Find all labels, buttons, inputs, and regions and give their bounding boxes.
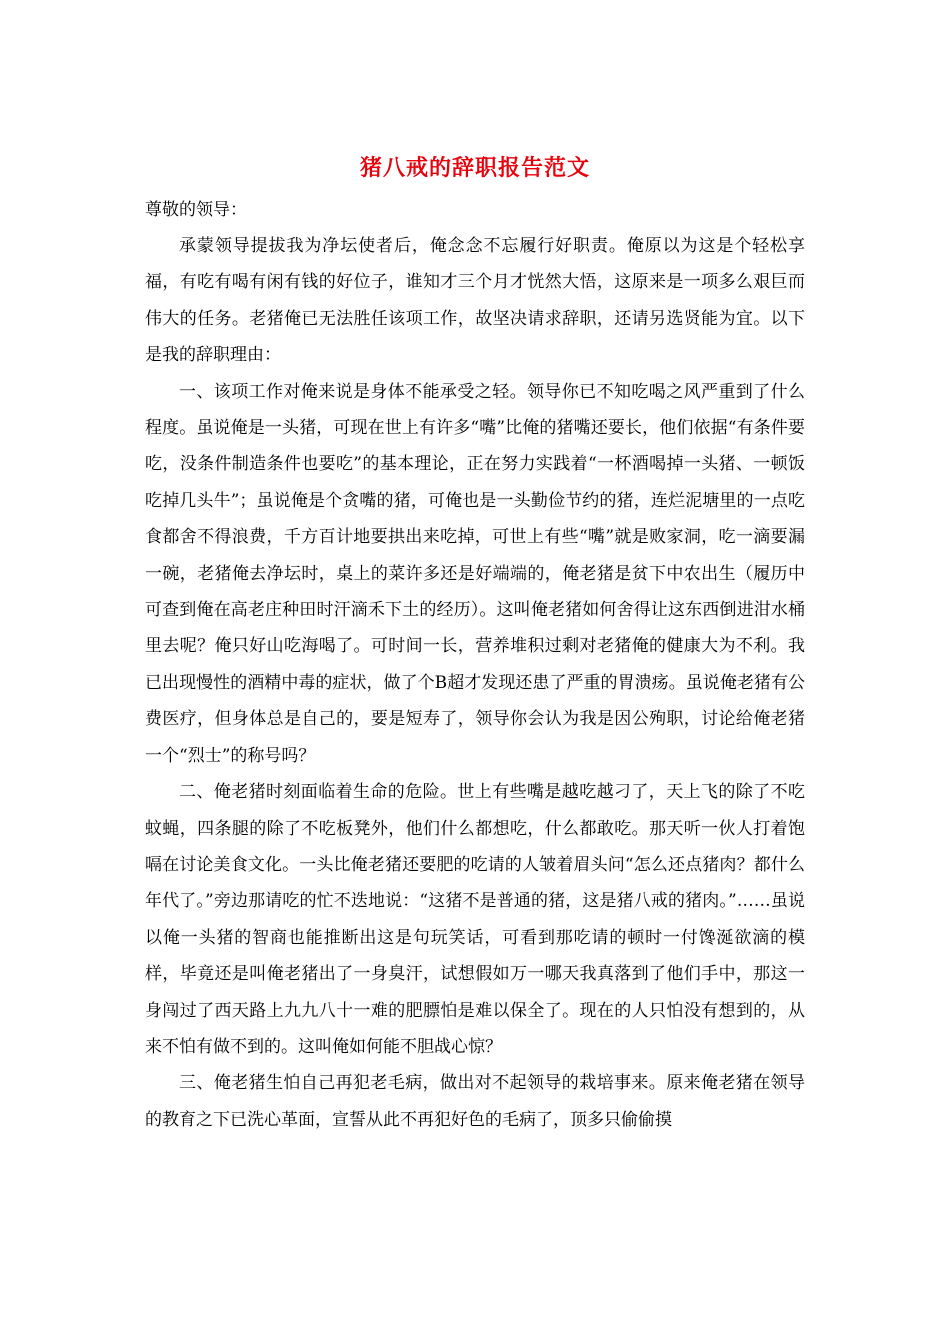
paragraph-reason-two: 二、俺老猪时刻面临着生命的危险。世上有些嘴是越吃越刁了，天上飞的除了不吃蚊蝇，四条腿的除了不吃板凳外，他们什么都想吃，什么都敢吃。那天听一伙人打着饱嗝在讨论美食文化。一头比俺老猪还要肥的吃请的人皱着眉头问“怎么还点猪肉？都什么年代了。”旁边那请吃的忙不迭地说：“这猪不是普通的猪，这是猪八戒的猪肉。”……虽说以俺一头猪的智商也能推断出这是句玩笑话，可看到那吃请的顿时一付馋涎欲滴的模样，毕竟还是叫俺老猪出了一身臭汗，试想假如万一哪天我真落到了他们手中，那这一身闯过了西天路上九九八十一难的肥膘怕是难以保全了。现在的人只怕没有想到的，从来不怕有做不到的。这叫俺如何能不胆战心惊？ [145, 782, 805, 1057]
paragraph-reason-one: 一、该项工作对俺来说是身体不能承受之轻。领导你已不知吃喝之风严重到了什么程度。虽说俺是一头猪，可现在世上有许多“嘴”比俺的猪嘴还要长，他们依据“有条件要吃，没条件制造条件也要吃”的基本理论，正在努力实践着“一杯酒喝掉一头猪、一顿饭吃掉几头牛”；虽说俺是个贪嘴的猪，可俺也是一头勤俭节约的猪，连烂泥塘里的一点吃食都舍不得浪费，千方百计地要拱出来吃掉，可世上有些“嘴”就是败家洞，吃一滴要漏一碗，老猪俺去净坛时，桌上的菜许多还是好端端的，俺老猪是贫下中农出生（履历中可查到俺在高老庄种田时汗滴禾下土的经历）。这叫俺老猪如何舍得让这东西倒进泔水桶里去呢？俺只好山吃海喝了。可时间一长，营养堆积过剩对老猪俺的健康大为不利。我已出现慢性的酒精中毒的症状，做了个B超才发现还患了严重的胃溃疡。虽说俺老猪有公费医疗，但身体总是自己的，要是短寿了，领导你会认为我是因公殉职，讨论给俺老猪一个“烈士”的称号吗？ [145, 381, 805, 766]
document-title: 猪八戒的辞职报告范文 [359, 155, 590, 181]
document-body [145, 150, 805, 1138]
salutation: 尊敬的领导： [145, 200, 247, 220]
paragraph-reason-three: 三、俺老猪生怕自己再犯老毛病，做出对不起领导的栽培事来。原来俺老猪在领导的教育之下已洗心革面，宣誓从此不再犯好色的毛病了，顶多只偷偷摸 [145, 1073, 805, 1130]
paragraph-intro: 承蒙领导提拔我为净坛使者后，俺念念不忘履行好职责。俺原以为这是个轻松享福，有吃有喝有闲有钱的好位子，谁知才三个月才恍然大悟，这原来是一项多么艰巨而伟大的任务。老猪俺已无法胜任该项工作，故坚决请求辞职，还请另选贤能为宜。以下是我的辞职理由： [145, 236, 805, 366]
